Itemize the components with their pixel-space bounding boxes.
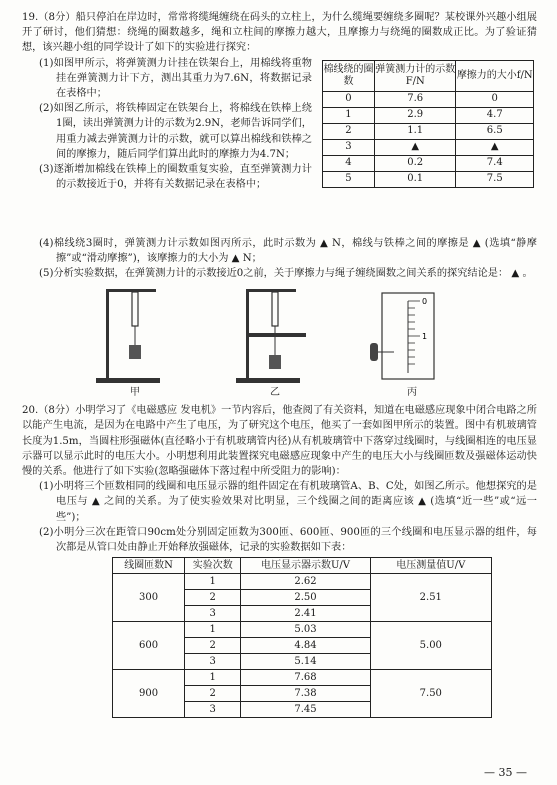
cell: 1 xyxy=(185,670,241,686)
figure-bing xyxy=(362,285,452,385)
cell: 7.68 xyxy=(241,670,370,686)
cell-measured-300: 2.51 xyxy=(370,574,491,622)
table-row xyxy=(323,91,534,107)
cell-measured-600: 5.00 xyxy=(370,622,491,670)
cell: 0.1 xyxy=(374,171,455,187)
table-row xyxy=(113,670,492,686)
cell: 2.9 xyxy=(374,107,455,123)
col-header-display-reading: 电压显示器示数U/V xyxy=(241,558,370,574)
cell: 2 xyxy=(185,686,241,702)
figure-jia xyxy=(92,285,182,385)
cell: 0 xyxy=(456,91,534,107)
q19-header: 19.（8分）船只停泊在岸边时，常常将缆绳缠绕在码头的立柱上，为什么缆绳要缠绕多圈呢？某校课外兴趣小组展开了研讨，他们猜想：绕绳的圈数越多，绳和立柱间的摩擦力越大，且摩擦力与绕绳的圈数成正比。为了验证猜想，该兴趣小组的同学设计了如下的实验进行探究： xyxy=(22,12,537,54)
cell: 0 xyxy=(323,91,375,107)
scale-tick-1: 1 xyxy=(422,332,428,342)
table-header-row xyxy=(323,60,534,91)
cell: 1.1 xyxy=(374,123,455,139)
cell: 3 xyxy=(323,139,375,155)
cell-coil-300: 300 xyxy=(113,574,185,622)
cell: 2 xyxy=(323,123,375,139)
cell-coil-600: 600 xyxy=(113,622,185,670)
cell: ▲ xyxy=(456,139,534,155)
col-header-turns: 棉线绕的圈数 xyxy=(323,60,375,91)
cell: 6.5 xyxy=(456,123,534,139)
cell: 7.45 xyxy=(241,702,370,718)
fig-label-bing: 丙 xyxy=(407,387,417,399)
cell: 4 xyxy=(323,155,375,171)
q20-data-table xyxy=(112,557,492,718)
table-header-row xyxy=(113,558,492,574)
cell: 7.38 xyxy=(241,686,370,702)
q20-step2: (2)小明分三次在距管口90cm处分别固定匝数为300匝、600匝、900匝的三个线圈和电压显示器的组件，每次都是从管口处由静止开始释放强磁体，记录的实验数据如下表： xyxy=(39,526,537,554)
q20-header: 20.（8分）小明学习了《电磁感应 发电机》一节内容后，他查阅了有关资料，知道在电磁感应现象中闭合电路之所以能产生电流，是因为在电路中产生了电压，为了研究这个电压，他买了一套如图甲所示的装置。图中有机玻璃管长度为1.5m，当圆柱形强磁体(直径略小于有机玻璃管内径)从有机玻璃管中下落穿过线圈时，与线圈相连的电压显示器可以显示此时的电压大小。小明想利用此装置探究电磁感应现象中产生的电压大小与线圈匝数及强磁体运动快慢的关系。他进行了如下实验(忽略强磁体下落过程中所受阻力的影响)： xyxy=(22,405,537,478)
q19-step5: (5)分析实验数据，在弹簧测力计的示数接近0之前，关于摩擦力与绳子缠绕圈数之间关系的探究结论是： ▲ 。 xyxy=(39,268,533,280)
cell: 5.03 xyxy=(241,622,370,638)
cell: 1 xyxy=(323,107,375,123)
cell-measured-900: 7.50 xyxy=(370,670,491,718)
cell: 2 xyxy=(185,638,241,654)
cell: 2.62 xyxy=(241,574,370,590)
cell: 4.84 xyxy=(241,638,370,654)
cell: 7.6 xyxy=(374,91,455,107)
page-number: — 35 — xyxy=(484,766,527,779)
cell: 5.14 xyxy=(241,654,370,670)
table-row xyxy=(323,107,534,123)
cell: 3 xyxy=(185,702,241,718)
cell: 1 xyxy=(185,622,241,638)
cell: 2.41 xyxy=(241,606,370,622)
q19-data-table xyxy=(322,60,534,188)
cell: 2.50 xyxy=(241,590,370,606)
table-row xyxy=(323,123,534,139)
cell: 0.2 xyxy=(374,155,455,171)
table-row xyxy=(323,171,534,187)
q19-step4: (4)棉线绕3圈时，弹簧测力计示数如图丙所示，此时示数为 ▲ N，棉线与铁棒之间的摩擦是 ▲ (选填“静摩擦”或“滑动摩擦”)，该摩擦力的大小为 ▲ N； xyxy=(39,237,537,264)
figure-yi xyxy=(232,285,322,385)
col-header-coil-turns: 线圈匝数N xyxy=(113,558,185,574)
cell: 2 xyxy=(185,590,241,606)
cell: 3 xyxy=(185,654,241,670)
cell: 7.5 xyxy=(456,171,534,187)
q19-figures xyxy=(22,281,537,399)
table-row xyxy=(323,139,534,155)
col-header-trial: 实验次数 xyxy=(185,558,241,574)
q19-step1: (1)如图甲所示，将弹簧测力计挂在铁架台上，用棉线将重物挂在弹簧测力计下方，测出其重力为7.6N，将数据记录在表格中； xyxy=(39,57,312,100)
q19-step2: (2)如图乙所示，将铁棒固定在铁架台上，将棉线在铁棒上绕1圈，读出弹簧测力计的示数为2.9N，老师告诉同学们，用重力减去弹簧测力计的示数，就可以算出棉线和铁棒之间的摩擦力，随后同学们算出此时的摩擦力为4.7N； xyxy=(39,103,312,160)
cell: 1 xyxy=(185,574,241,590)
fig-label-yi: 乙 xyxy=(270,387,280,399)
cell: 4.7 xyxy=(456,107,534,123)
table-row xyxy=(323,155,534,171)
cell: ▲ xyxy=(374,139,455,155)
fig-label-jia: 甲 xyxy=(130,387,140,399)
table-row xyxy=(113,574,492,590)
table-row xyxy=(113,622,492,638)
q19-left-steps xyxy=(22,56,312,193)
cell-coil-900: 900 xyxy=(113,670,185,718)
q19-steps-and-table xyxy=(22,56,537,236)
scale-tick-0: 0 xyxy=(422,297,428,307)
cell: 3 xyxy=(185,606,241,622)
col-header-friction: 摩擦力的大小f/N xyxy=(456,60,534,91)
q20-step1: (1)小明将三个匝数相同的线圈和电压显示器的组件固定在有机玻璃管A、B、C处，如图乙所示。他想探究的是电压与 ▲ 之间的关系。为了使实验效果对比明显，三个线圈之间的距离应该 ▲ (选填“近一些”或“远一些”)； xyxy=(39,481,537,523)
col-header-spring-reading: 弹簧测力计的示数F/N xyxy=(374,60,455,91)
q19-step3: (3)逐渐增加棉线在铁棒上的圈数重复实验，直至弹簧测力计的示数接近于0，并将有关数据记录在表格中； xyxy=(39,164,312,191)
col-header-measured: 电压测量值U/V xyxy=(370,558,491,574)
cell: 7.4 xyxy=(456,155,534,171)
exam-page xyxy=(22,10,537,718)
cell: 5 xyxy=(323,171,375,187)
